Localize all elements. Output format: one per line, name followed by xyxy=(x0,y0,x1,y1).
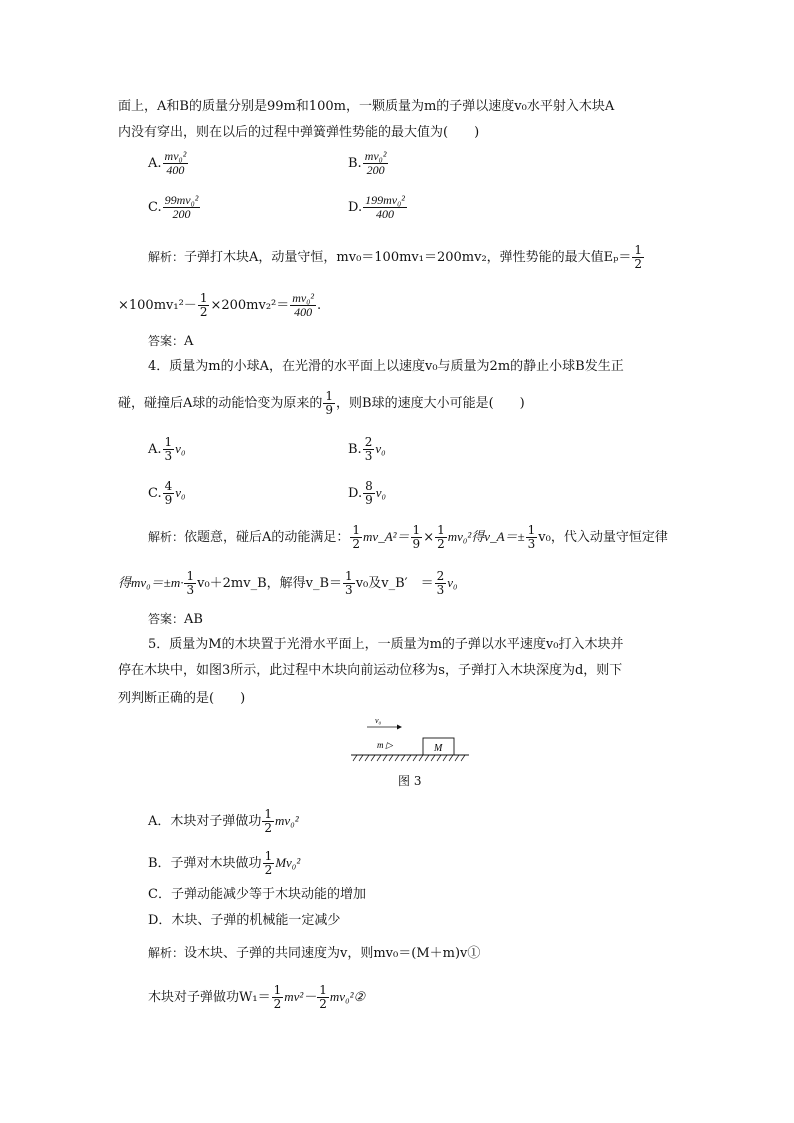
q3-answer: 答案：A xyxy=(148,334,194,349)
q3-option-b: B. $\frac{\text{mv₀²}}{200}$ xyxy=(348,149,387,177)
q5-option-b: B．子弹对木块做功 $\frac{1}{2}$ Mv₀² xyxy=(148,849,301,877)
figure-caption: 图 3 xyxy=(398,774,422,788)
q3-option-d: D. $\frac{\text{199mv₀²}}{400}$ xyxy=(348,193,405,221)
q4-stem-line2: 碰，碰撞后A球的动能恰变为原来的 $\frac{1}{9}$ ，则B球的速度大小可能是( ) xyxy=(118,389,525,417)
q5-option-a: A．木块对子弹做功 $\frac{1}{2}$ mv₀² xyxy=(148,807,299,835)
block-label: M xyxy=(434,743,443,754)
q3-stem-line1: 面上，A和B的质量分别是99m和100m，一颗质量为m的子弹以速度v₀水平射入木块A xyxy=(118,99,615,114)
q5-option-c: C．子弹动能减少等于木块动能的增加 xyxy=(148,887,366,902)
q5-stem-line2: 停在木块中，如图3所示，此过程中木块向前运动位移为s，子弹打入木块深度为d，则下 xyxy=(118,663,623,678)
q3-option-c: C. $\frac{\text{99mv₀²}}{200}$ xyxy=(148,193,199,221)
velocity-label: v₀ xyxy=(375,716,382,725)
velocity-arrowhead xyxy=(397,725,402,730)
q5-analysis-line1: 解析：设木块、子弹的共同速度为v，则mv₀＝(M＋m)v① xyxy=(148,946,481,961)
q5-stem-line1: 5．质量为M的木块置于光滑水平面上，一质量为m的子弹以水平速度v₀打入木块并 xyxy=(148,637,624,652)
q5-analysis-line2: 木块对子弹做功W₁＝ $\frac{1}{2}$ mv²－ $\frac{1}{2}$ mv₀²② xyxy=(148,983,366,1011)
q5-option-d: D．木块、子弹的机械能一定减少 xyxy=(148,913,341,928)
q4-analysis-line2: 得mv₀＝±m· $\frac{1}{3}$ v₀＋2mv_B，解得v_B＝ $\frac{1}{3}$ v₀及v_B′ ＝ $\frac{2}{3}$ v₀ xyxy=(118,569,458,597)
ground-hatch xyxy=(353,755,465,761)
q3-analysis-line2: ×100mv₁²－ $\frac{1}{2}$ ×200mv₂²＝ $\frac{\text{mv₀²}}{400}$ . xyxy=(118,291,322,319)
q4-option-b: B. $\frac{2}{3}$ v₀ xyxy=(348,435,386,463)
q5-stem-line3: 列判断正确的是( ) xyxy=(118,691,246,706)
q4-answer: 答案：AB xyxy=(148,612,203,627)
q4-analysis-line1: 解析：依题意，碰后A的动能满足： $\frac{1}{2}$ mv_A²＝ $\frac{1}{9}$ × $\frac{1}{2}$ mv₀²得v_A＝± $\frac{1}{3}$ v₀，代入动量守恒定律 xyxy=(148,523,668,551)
q4-option-c: C. $\frac{4}{9}$ v₀ xyxy=(148,479,186,507)
bullet-label: m ▷ xyxy=(377,740,393,750)
q3-option-a: A. $\frac{\text{mv₀²}}{400}$ xyxy=(148,149,187,177)
q3-analysis-line1: 解析：子弹打木块A，动量守恒，mv₀＝100mv₁＝200mv₂，弹性势能的最大值Eₚ＝ $\frac{1}{2}$ xyxy=(148,243,643,271)
q5-figure xyxy=(345,712,475,764)
q3-stem-line2: 内没有穿出，则在以后的过程中弹簧弹性势能的最大值为( ) xyxy=(118,125,480,140)
q4-option-d: D. $\frac{8}{9}$ v₀ xyxy=(348,479,387,507)
q4-stem-line1: 4．质量为m的小球A，在光滑的水平面上以速度v₀与质量为2m的静止小球B发生正 xyxy=(148,359,624,374)
q4-option-a: A. $\frac{1}{3}$ v₀ xyxy=(148,435,186,463)
